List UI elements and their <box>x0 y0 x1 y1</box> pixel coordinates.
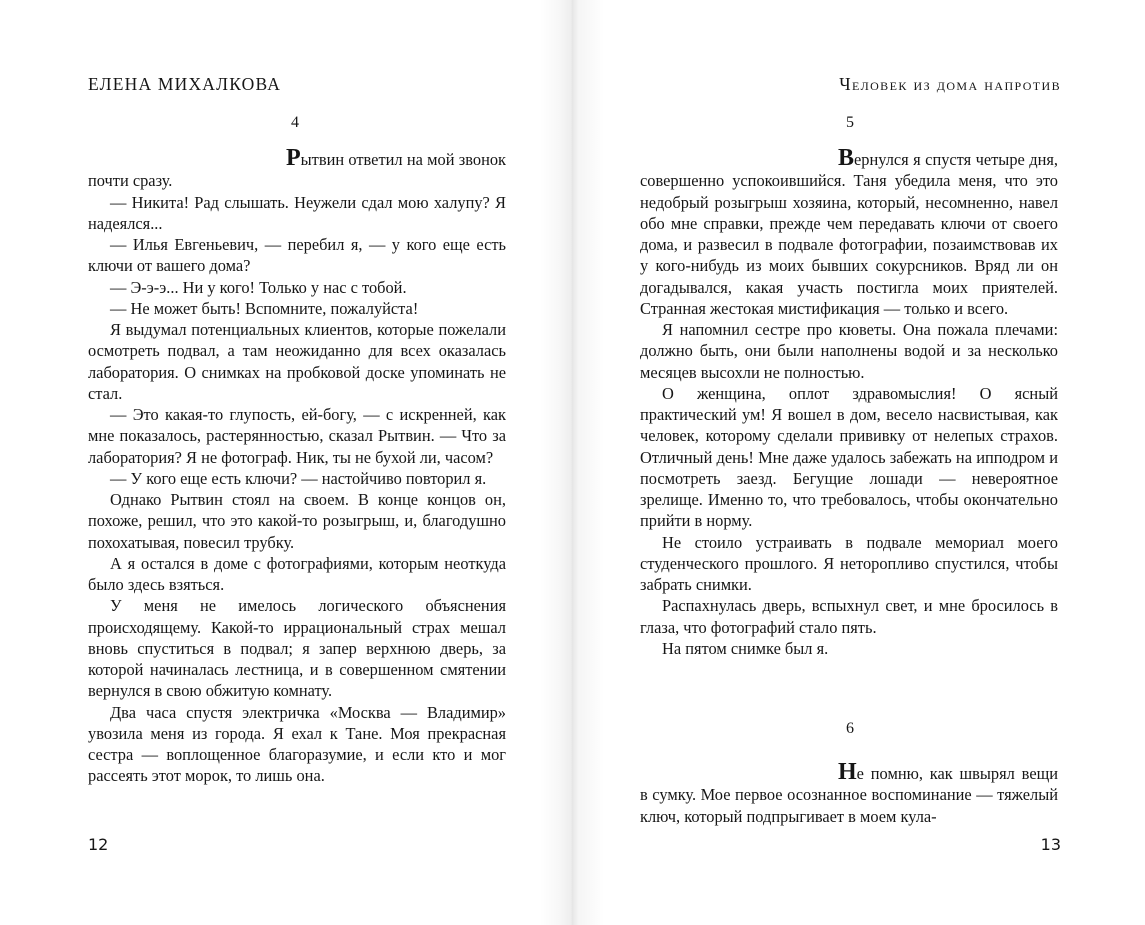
chapter-6-text <box>640 759 1058 827</box>
paragraph: Я выдумал потенциальных клиентов, которые пожелали осмотреть подвал, а там неожиданно для всех оказалась лаборатория. О снимках на пробковой доске упоминать не стал. <box>88 320 506 403</box>
chapter-number: 4 <box>291 114 299 131</box>
paragraph: — Э-э-э... Ни у кого! Только у нас с тобой. <box>110 277 407 297</box>
paragraph: — Илья Евгеньевич, — перебил я, — у кого еще есть ключи от вашего дома? <box>88 235 506 276</box>
running-head-title: Человек из дома напротив <box>839 74 1061 94</box>
paragraph: — Никита! Рад слышать. Неужели сдал мою халупу? Я надеялся... <box>88 192 506 233</box>
paragraph: Не помню, как швырял вещи в сумку. Мое первое осознанное воспоминание — тяжелый ключ, который подпрыгивает в моем кула- <box>640 759 1058 826</box>
paragraph: У меня не имелось логического объяснения происходящему. Какой-то иррациональный страх мешал вновь спуститься в подвал; я запер верхнюю дверь, за которой начиналась лестница, и в совершенном смятении вернулся в свою обжитую комнату. <box>88 596 506 701</box>
left-page <box>0 0 572 925</box>
drop-cap: Н <box>838 759 857 785</box>
paragraph: О женщина, оплот здравомыслия! О ясный практический ум! Я вошел в дом, весело насвистывая, как человек, которому сделали прививку от нелепых страхов. Отличный день! Мне даже удалось забежать на ипподром и посмотреть заезд. Бегущие лошади — невероятное зрелище. Именно то, что требовалось, чтобы окончательно прийти в норму. <box>640 383 1058 531</box>
chapter-number: 6 <box>846 720 854 737</box>
paragraph: — Это какая-то глупость, ей-богу, — с искренней, как мне показалось, растерянностью, сказал Рытвин. — Что за лаборатория? Я не фотограф. Ник, ты не бухой ли, часом? <box>88 405 506 467</box>
drop-cap: Р <box>286 145 301 171</box>
paragraph: А я остался в доме с фотографиями, которым неоткуда было здесь взяться. <box>88 553 506 594</box>
paragraph: — У кого еще есть ключи? — настойчиво повторил я. <box>110 468 487 488</box>
paragraph: Вернулся я спустя четыре дня, совершенно успокоившийся. Таня убедила меня, что это недобрый розыгрыш хозяина, который, несомненно, навел обо мне справки, прежде чем передавать ключи от своего дома, и развесил в подвале фотографии, позаимствовав их у кого-нибудь из моих бывших сокурсников. Вряд ли он догадывался, какая участь постигла моих приятелей. Странная жестокая мистификация — только и всего. <box>640 145 1058 318</box>
running-head-author: ЕЛЕНА МИХАЛКОВА <box>88 74 282 94</box>
paragraph: Не стоило устраивать в подвале мемориал моего студенческого прошлого. Я неторопливо спустился, чтобы забрать снимки. <box>640 532 1058 594</box>
right-page <box>572 0 1145 925</box>
page-number: 12 <box>88 835 109 854</box>
paragraph: Два часа спустя электричка «Москва — Владимир» увозила меня из города. Я ехал к Тане. Моя прекрасная сестра — воплощенное благоразумие, и если кто и мог рассеять этот морок, то лишь она. <box>88 702 506 786</box>
drop-cap: В <box>838 145 855 171</box>
paragraph: Я напомнил сестре про кюветы. Она пожала плечами: должно быть, они были наполнены водой и за несколько месяцев высохли не полностью. <box>640 320 1058 382</box>
chapter-4-text <box>88 145 506 787</box>
paragraph: Рытвин ответил на мой звонок почти сразу. <box>88 145 506 191</box>
paragraph: На пятом снимке был я. <box>662 638 829 658</box>
page-number: 13 <box>1040 835 1061 854</box>
chapter-number: 5 <box>846 114 854 131</box>
chapter-5-text <box>640 145 1058 659</box>
paragraph: Распахнулась дверь, вспыхнул свет, и мне бросилось в глаза, что фотографий стало пять. <box>640 596 1058 637</box>
paragraph: Однако Рытвин стоял на своем. В конце концов он, похоже, решил, что это какой-то розыгрыш, и, благодушно похохатывая, повесил трубку. <box>88 490 506 552</box>
paragraph: — Не может быть! Вспомните, пожалуйста! <box>110 298 419 318</box>
